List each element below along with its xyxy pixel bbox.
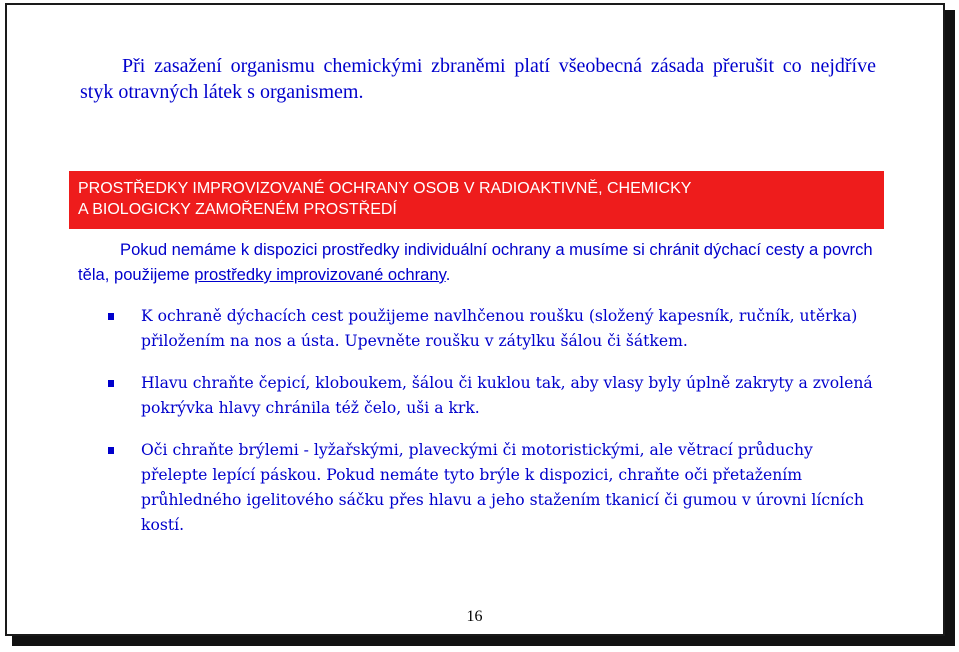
square-bullet-icon	[108, 313, 114, 320]
list-item	[108, 304, 876, 354]
list-item	[108, 438, 876, 538]
body-paragraph-text: Pokud nemáme k dispozici prostředky individuální ochrany a musíme si chránit dýchací cesty a povrch těla, použijeme	[78, 240, 873, 284]
list-item-text: K ochraně dýchacích cest použijeme navlhčenou roušku (složený kapesník, ručník, utěrka) přiložením na nos a ústa. Upevněte roušku v zátylku šálou či šátkem.	[141, 307, 858, 350]
protection-bullet-list	[108, 304, 876, 555]
section-heading-line-2: A BIOLOGICKY ZAMOŘENÉM PROSTŘEDÍ	[78, 201, 397, 218]
list-item-text: Oči chraňte brýlemi - lyžařskými, plaveckými či motoristickými, ale větrací průduchy přelepte lepící páskou. Pokud nemáte tyto brýle k dispozici, chraňte oči přetažením průhledného igelitového sáčku přes hlavu a jeho stažením tkanicí či gumou v úrovni lícních kostí.	[141, 441, 864, 534]
page-number: 16	[466, 608, 483, 625]
page-shadow-bottom	[12, 636, 955, 646]
list-item	[108, 371, 876, 421]
square-bullet-icon	[108, 447, 114, 454]
body-paragraph	[78, 237, 876, 287]
intro-paragraph: Při zasažení organismu chemickými zbraněmi platí všeobecná zásada přerušit co nejdříve styk otravných látek s organismem.	[80, 55, 876, 103]
improvised-protection-link[interactable]: prostředky improvizované ochrany	[194, 265, 446, 284]
section-heading-line-1: PROSTŘEDKY IMPROVIZOVANÉ OCHRANY OSOB V RADIOAKTIVNĚ, CHEMICKY	[78, 180, 692, 197]
body-paragraph-end: .	[445, 265, 451, 284]
list-item-text: Hlavu chraňte čepicí, kloboukem, šálou či kuklou tak, aby vlasy byly úplně zakryty a zvolená pokrývka hlavy chránila též čelo, uši a krk.	[141, 374, 873, 417]
square-bullet-icon	[108, 380, 114, 387]
page-shadow-right	[945, 10, 955, 646]
section-heading-banner	[69, 171, 884, 229]
